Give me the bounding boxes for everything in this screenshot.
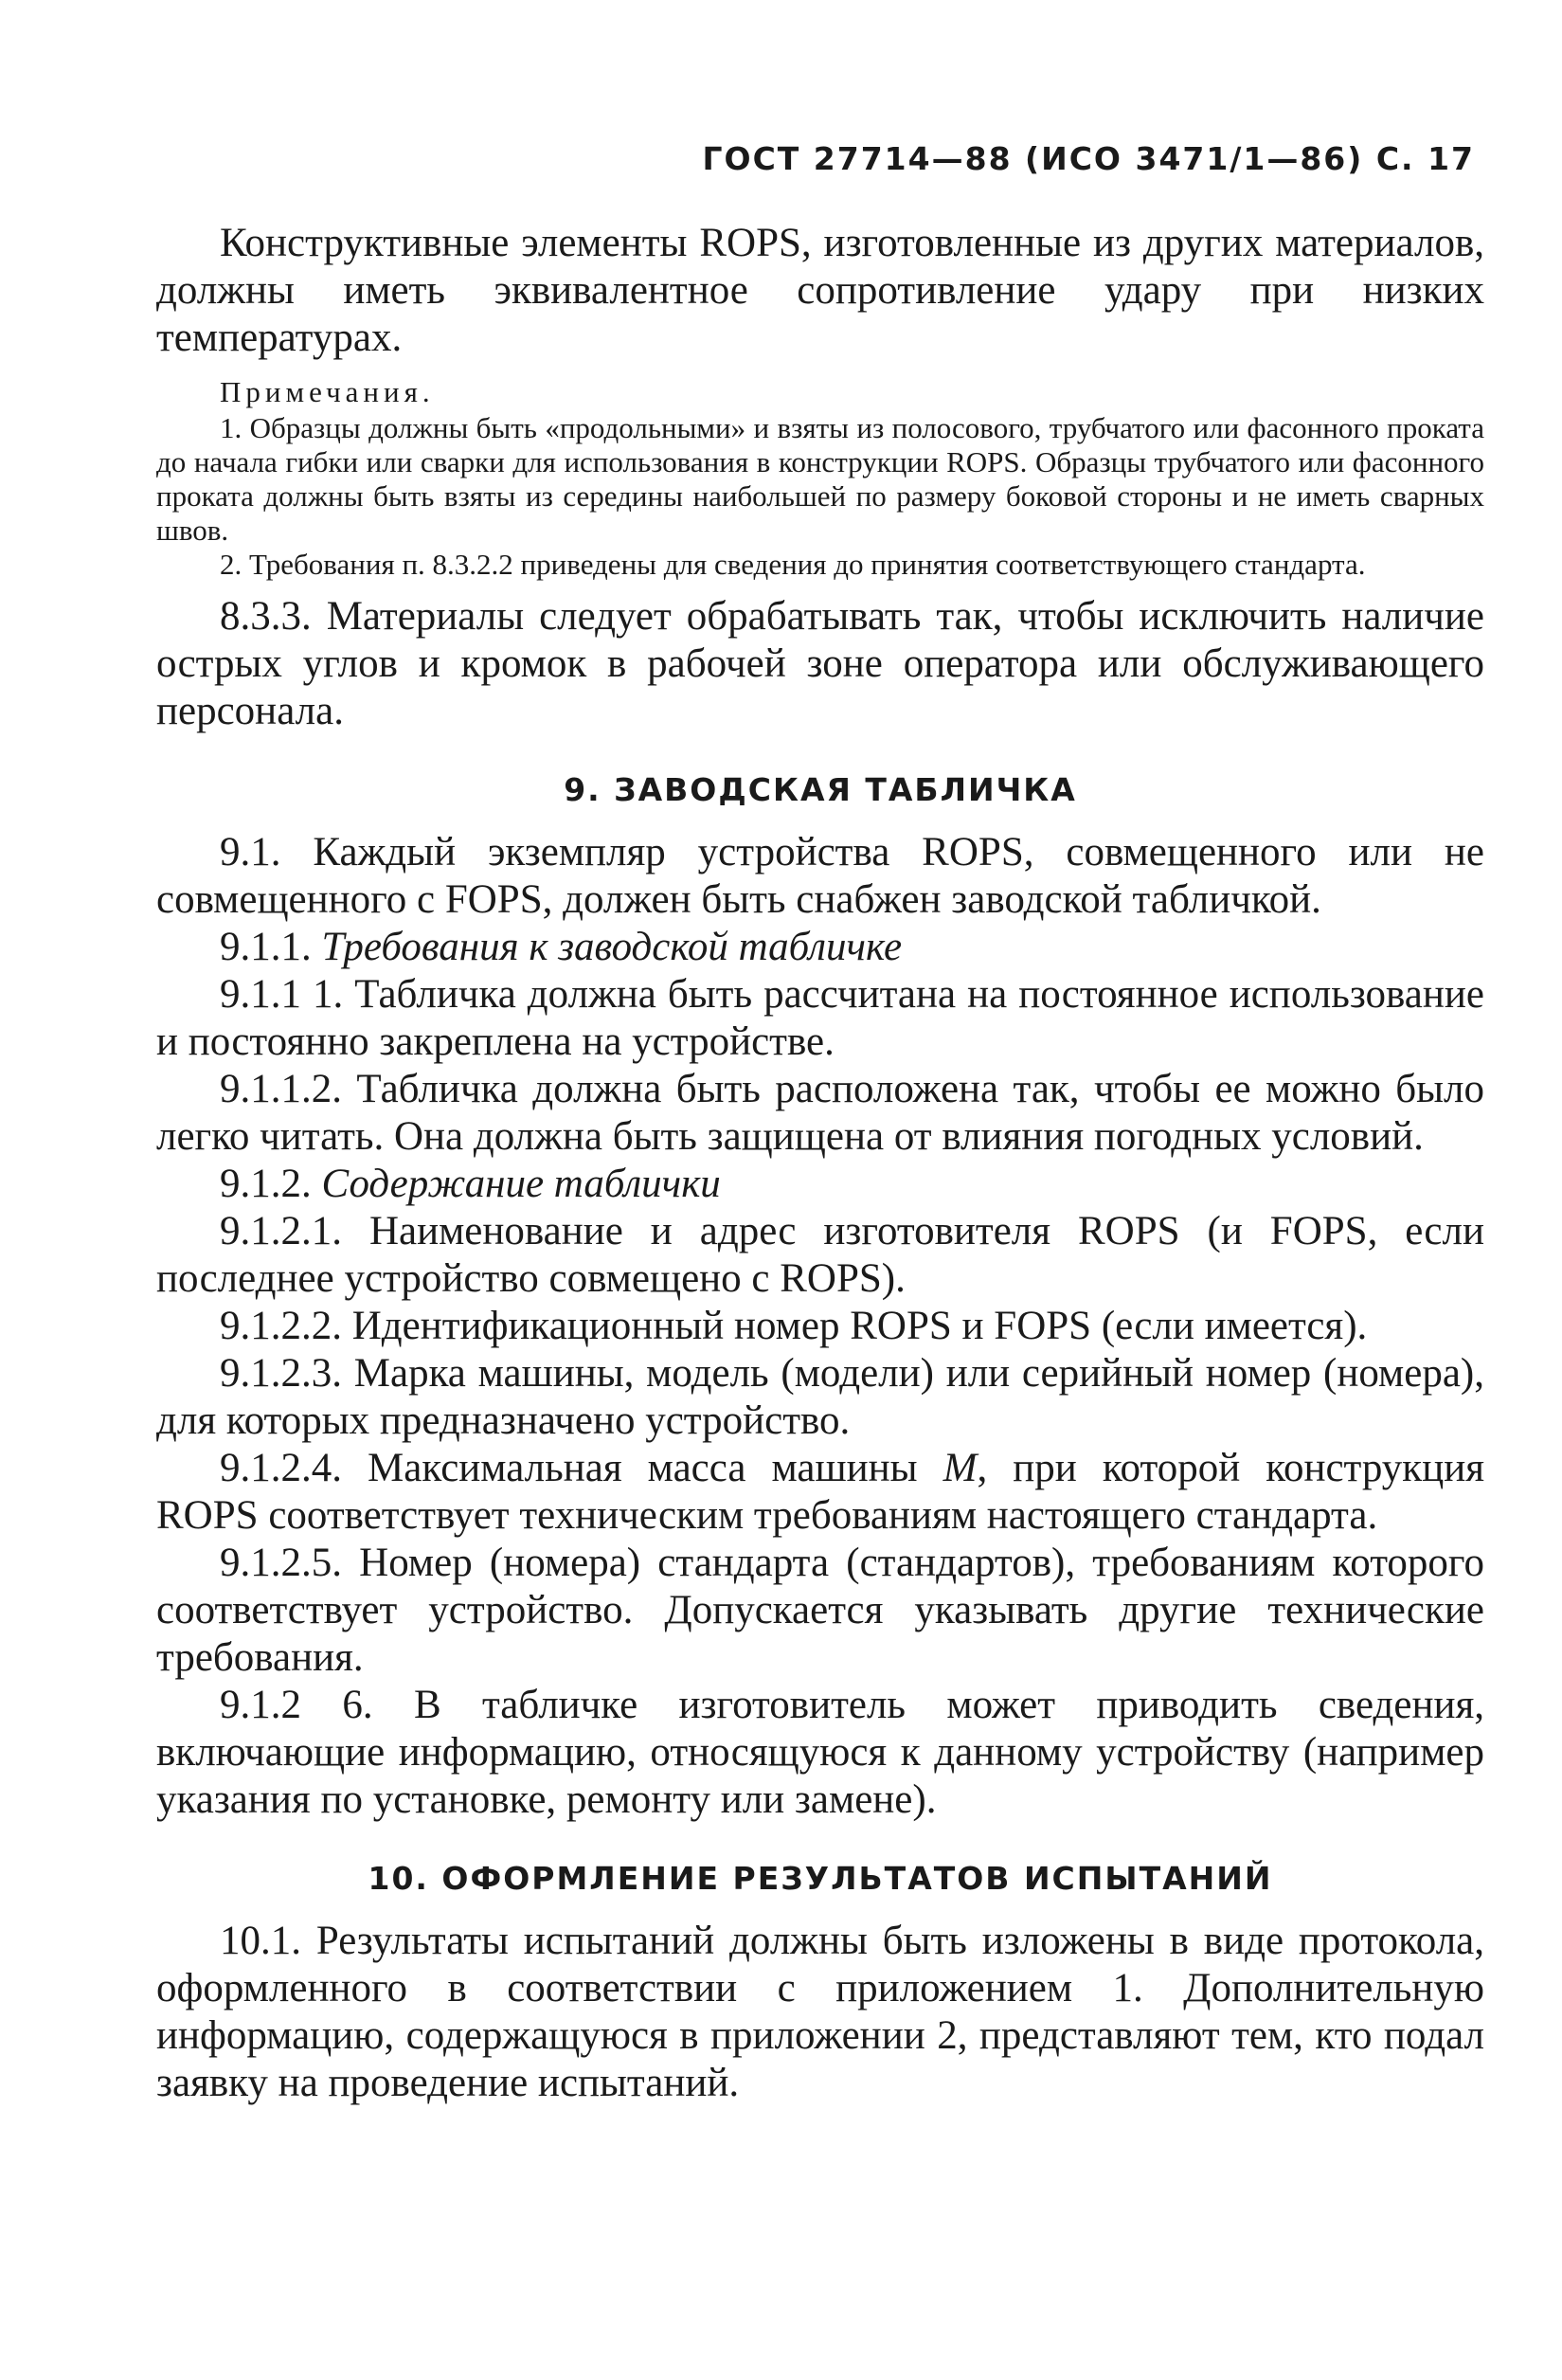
paragraph-9-1-2-4-part-b: , при которой конструкция ROPS соответствует техническим требованиям настоящего стандарта. xyxy=(156,1446,1485,1538)
paragraph-9-1-2-2: 9.1.2.2. Идентификационный номер ROPS и FOPS (если имеется). xyxy=(220,1304,1368,1348)
paragraph-9-1-2-1: 9.1.2.1. Наименование и адрес изготовителя ROPS (и FOPS, если последнее устройство совмещено с ROPS). xyxy=(156,1209,1484,1301)
paragraph-9-1-1-title: Требования к заводской табличке xyxy=(321,925,903,969)
note-2: 2. Требования п. 8.3.2.2 приведены для сведения до принятия соответствующего стандарта. xyxy=(220,548,1366,581)
paragraph-10-1: 10.1. Результаты испытаний должны быть изложены в виде протокола, оформленного в соответствии с приложением 1. Дополнительную информацию, содержащуюся в приложении 2, представляют тем, кто подал заявку на проведение испытаний. xyxy=(156,1919,1484,2105)
paragraph-9-1-2-4-part-a: 9.1.2.4. Максимальная масса машины xyxy=(220,1446,943,1490)
paragraph-9-1-2-number: 9.1.2. xyxy=(220,1162,312,1206)
paragraph-9-1-2-3: 9.1.2.3. Марка машины, модель (модели) или серийный номер (номера), для которых предназначено устройство. xyxy=(156,1351,1484,1443)
page-header: ГОСТ 27714—88 (ИСО 3471/1—86) С. 17 xyxy=(702,140,1475,177)
section-10-heading: 10. ОФОРМЛЕНИЕ РЕЗУЛЬТАТОВ ИСПЫТАНИЙ xyxy=(368,1860,1273,1897)
notes-block xyxy=(156,373,1484,582)
paragraph-9-1-1-2: 9.1.1.2. Табличка должна быть расположена так, чтобы ее можно было легко читать. Она должна быть защищена от влияния погодных условий. xyxy=(156,1067,1484,1159)
notes-title: Примечания. xyxy=(220,375,435,408)
paragraph-9-1-2-4 xyxy=(156,1445,1484,1540)
document-body xyxy=(156,220,1484,2107)
note-1: 1. Образцы должны быть «продольными» и взяты из полосового, трубчатого или фасонного проката до начала гибки или сварки для использования в конструкции ROPS. Образцы трубчатого или фасонного проката должны быть взяты из середины наибольшей по размеру боковой стороны и не иметь сварных швов. xyxy=(156,411,1484,547)
paragraph-9-1-2-5: 9.1.2.5. Номер (номера) стандарта (стандартов), требованиям которого соответствует устройство. Допускается указывать другие технические требования. xyxy=(156,1541,1484,1680)
intro-paragraph: Конструктивные элементы ROPS, изготовленные из других материалов, должны иметь эквивалентное сопротивление удару при низких температурах. xyxy=(156,221,1484,360)
paragraph-8-3-3: 8.3.3. Материалы следует обрабатывать так, чтобы исключить наличие острых углов и кромок в рабочей зоне оператора или обслуживающего персонала. xyxy=(156,594,1484,733)
paragraph-9-1-1 xyxy=(156,924,1484,971)
paragraph-9-1-2 xyxy=(156,1161,1484,1208)
paragraph-9-1-2-title: Содержание таблички xyxy=(321,1162,721,1206)
paragraph-9-1-2-6: 9.1.2 6. В табличке изготовитель может приводить сведения, включающие информацию, относящуюся к данному устройству (например указания по установке, ремонту или замене). xyxy=(156,1683,1484,1822)
paragraph-9-1: 9.1. Каждый экземпляр устройства ROPS, совмещенного или не совмещенного с FOPS, должен быть снабжен заводской табличкой. xyxy=(156,830,1484,922)
paragraph-9-1-1-1: 9.1.1 1. Табличка должна быть рассчитана на постоянное использование и постоянно закреплена на устройстве. xyxy=(156,972,1484,1064)
mass-symbol: М xyxy=(943,1446,978,1490)
paragraph-9-1-1-number: 9.1.1. xyxy=(220,925,312,969)
section-9-heading: 9. ЗАВОДСКАЯ ТАБЛИЧКА xyxy=(564,771,1077,808)
